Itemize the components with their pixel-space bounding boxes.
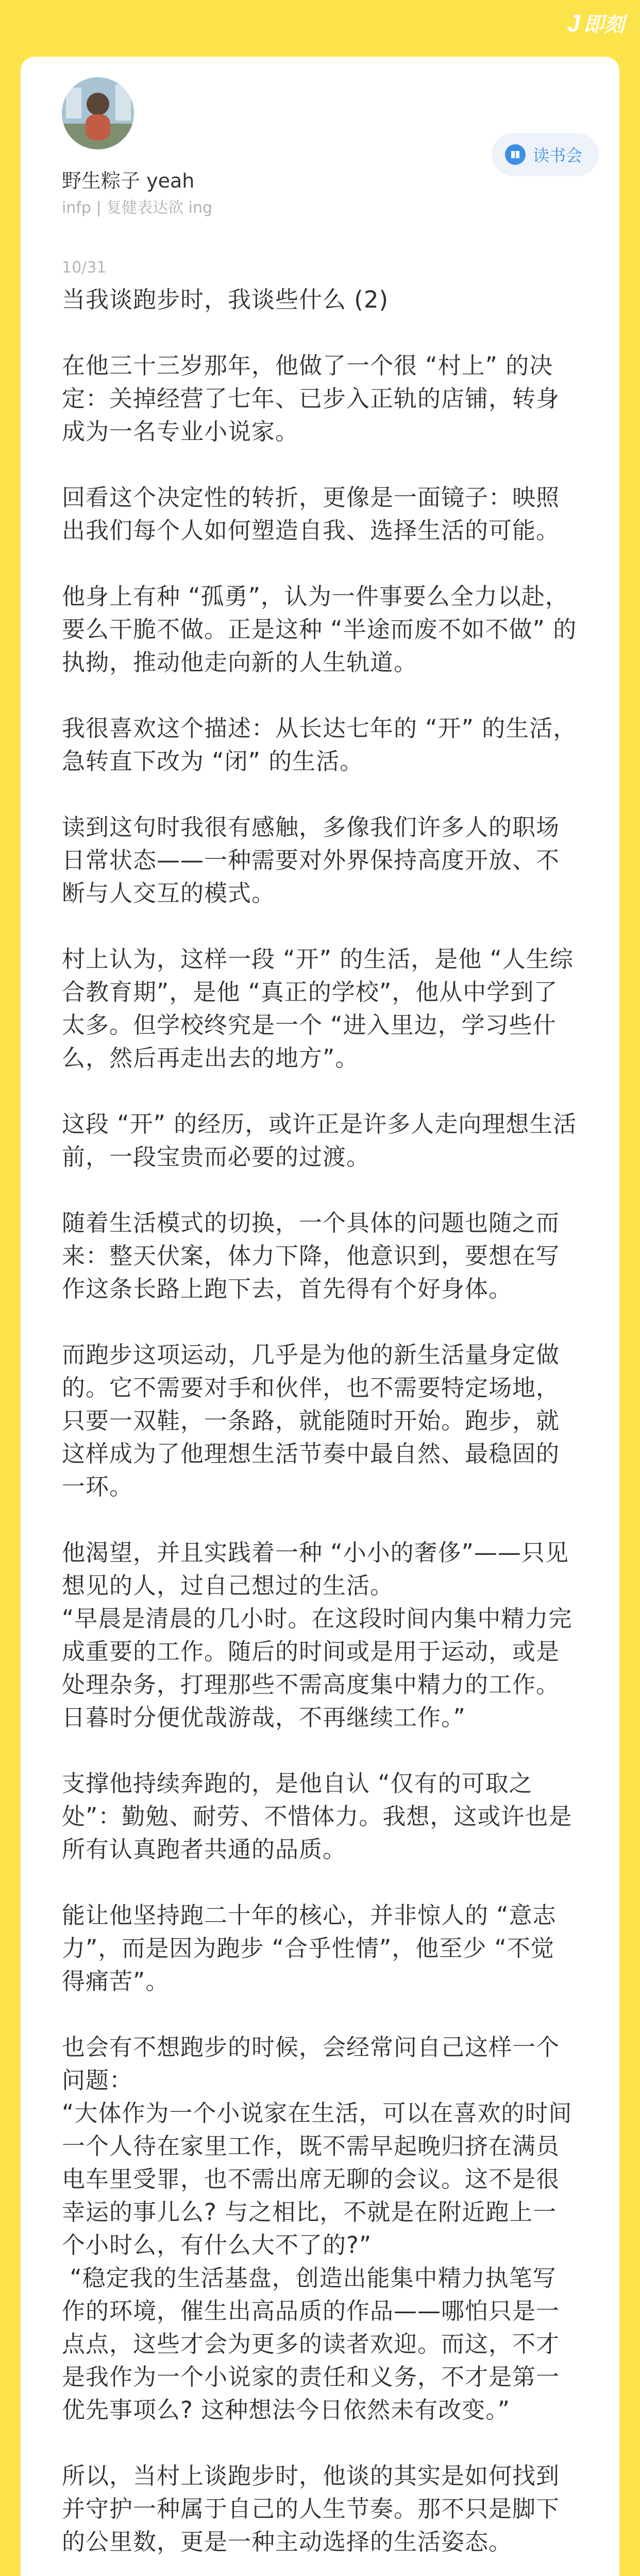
author-bio: infp | 复健表达欲 ing [62,199,213,217]
post-title: 当我谈跑步时，我谈些什么 (2) [62,286,389,313]
post-paragraph: 能让他坚持跑二十年的核心，并非惊人的 “意志力”，而是因为跑步 “合乎性情”，他至少 “不觉得痛苦”。 [62,1902,557,1995]
post-date: 10/31 [62,259,107,277]
author-name[interactable]: 野生粽子 yeah [62,170,195,192]
post-paragraph: 他渴望，并且实践着一种 “小小的奢侈”——只见想见的人，过自己想过的生活。 “早晨是清晨的几小时。在这段时间内集中精力完成重要的工作。随后的时间或是用于运动，或是处理杂务，打理那些不需高度集中精力的工作。日暮时分便优哉游哉，不再继续工作。” [62,1539,572,1731]
post-content [62,283,577,2558]
brand-name-top: 即刻 [583,13,625,36]
post-paragraph: 在他三十三岁那年，他做了一个很 “村上” 的决定：关掉经营了七年、已步入正轨的店铺，转身成为一名专业小说家。 [62,352,560,445]
post-paragraph: 回看这个决定性的转折，更像是一面镜子：映照出我们每个人如何塑造自我、选择生活的可能。 [62,484,560,544]
post-paragraph: 这段 “开” 的经历，或许正是许多人走向理想生活前，一段宝贵而必要的过渡。 [62,1110,577,1171]
post-paragraph: 他身上有种 “孤勇”，认为一件事要么全力以赴，要么干脆不做。正是这种 “半途而废不如不做” 的执拗，推动他走向新的人生轨道。 [62,583,577,676]
post-paragraph: 我很喜欢这个描述：从长达七年的 “开” 的生活，急转直下改为 “闭” 的生活。 [62,715,577,775]
post-paragraph: 所以，当村上谈跑步时，他谈的其实是如何找到并守护一种属于自己的人生节奏。那不只是脚下的公里数，更是一种主动选择的生活姿态。 [62,2462,560,2555]
avatar-image [62,77,134,149]
post-paragraph: 而跑步这项运动，几乎是为他的新生活量身定做的。它不需要对手和伙伴，也不需要特定场地，只要一双鞋，一条路，就能随时开始。跑步，就这样成为了他理想生活节奏中最自然、最稳固的一环。 [62,1341,560,1500]
post-paragraph: 读到这句时我很有感触，多像我们许多人的职场日常状态——一种需要对外界保持高度开放、不断与人交互的模式。 [62,814,560,907]
jike-logo-icon: J [567,9,580,37]
post-paragraph: 村上认为，这样一段 “开” 的生活，是他 “人生综合教育期”，是他 “真正的学校”，他从中学到了太多。但学校终究是一个 “进入里边，学习些什么，然后再走出去的地方”。 [62,945,574,1072]
post-card [21,57,619,2576]
post-paragraph: 也会有不想跑步的时候，会经常问自己这样一个问题： “大体作为一个小说家在生活，可以在喜欢的时间一个人待在家里工作，既不需早起晚归挤在满员电车里受罪，也不需出席无聊的会议。这不是很幸运的事儿么? 与之相比，不就是在附近跑上一个小时么，有什么大不了的?” “稳定我的生活基盘，创造出能集中精力执笔写作的环境，催生出高品质的作品——哪怕只是一点点，这些才会为更多的读者欢迎。而这，不才是我作为一个小说家的责任和义务，不才是第一优先事项么? 这种想法今日依然未有改变。” [62,2033,572,2424]
reading-club-label: 读书会 [532,146,582,165]
post-paragraph: 随着生活模式的切换，一个具体的问题也随之而来：整天伏案，体力下降，他意识到，要想在写作这条长路上跑下去，首先得有个好身体。 [62,1209,560,1302]
avatar[interactable] [62,77,134,149]
book-icon [505,144,526,165]
post-paragraph: 支撑他持续奔跑的，是他自认 “仅有的可取之处”：勤勉、耐劳、不惜体力。我想，这或许也是所有认真跑者共通的品质。 [62,1770,572,1863]
reading-club-button[interactable] [492,133,599,176]
brand-logo-top [567,8,625,38]
